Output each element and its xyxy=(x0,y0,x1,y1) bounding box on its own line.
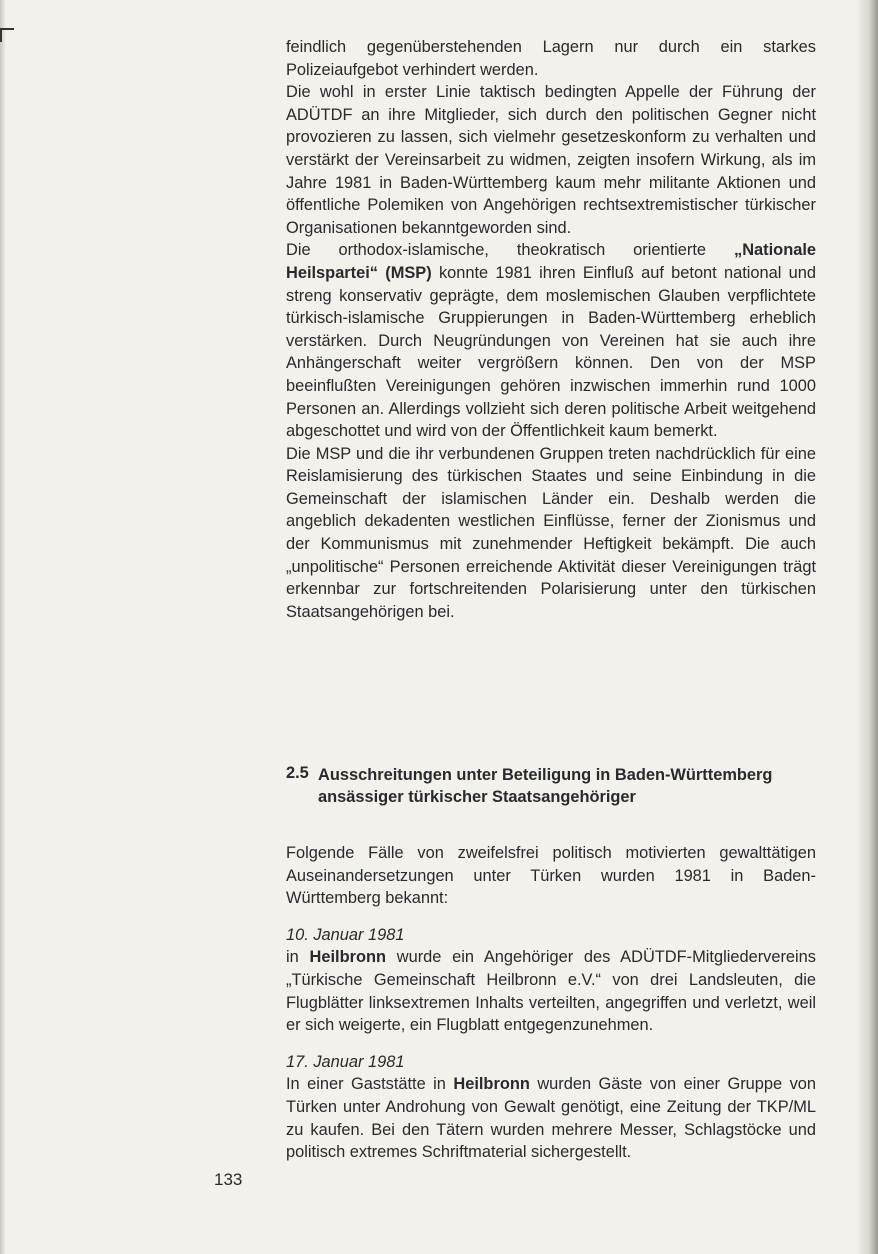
main-text-column xyxy=(286,36,816,623)
paragraph-2: Die wohl in erster Linie taktisch bedingten Appelle der Führung der ADÜTDF an ihre Mitglieder, sich durch den politischen Gegner nicht provozieren zu lassen, sich vielmehr gesetzeskonform zu verhalten und verstärkt der Vereinsarbeit zu widmen, zeigten insofern Wirkung, als im Jahre 1981 in Baden-Württemberg kaum mehr militante Aktionen und öffentliche Polemiken von Angehörigen rechtsextremistischer türkischer Organisationen bekanntgeworden sind. xyxy=(286,83,816,237)
paragraph-3-pre: Die orthodox-islamische, theokratisch orientierte xyxy=(286,241,735,260)
entry-1-place: Heilbronn xyxy=(309,948,387,967)
entry-1-text xyxy=(286,946,816,1036)
paragraph-1: feindlich gegenüberstehenden Lagern nur durch ein starkes Polizeiaufgebot verhindert werden. xyxy=(286,38,816,79)
paragraph-3-post: konnte 1981 ihren Einfluß auf betont national und streng konservativ geprägte, dem moslemischen Glauben verpflichtete türkisch-islamische Gruppierungen in Baden-Württemberg erheblich verstärken. Durch Neugründungen von Vereinen hat sie auch ihre Anhängerschaft weiter vergrößern können. Den von der MSP beeinflußten Vereinigungen gehören inzwischen immerhin rund 1000 Personen an. Allerdings vollzieht sich deren politische Arbeit weitgehend abgeschottet und wird von der Öffentlichkeit kaum bemerkt. xyxy=(286,263,816,441)
entry-2-pre: In einer Gaststätte in xyxy=(286,1075,454,1094)
incident-list xyxy=(286,842,816,1164)
intro-paragraph: Folgende Fälle von zweifelsfrei politisch motivierten gewalttätigen Auseinandersetzungen unter Türken wurden 1981 in Baden-Württemberg bekannt: xyxy=(286,844,816,908)
section-heading xyxy=(286,764,816,808)
paragraph-3 xyxy=(286,239,816,442)
entry-2-place: Heilbronn xyxy=(453,1075,530,1094)
entry-1-pre: in xyxy=(286,948,310,967)
crop-mark xyxy=(0,28,14,30)
entry-2-text xyxy=(286,1073,816,1163)
section-title: Ausschreitungen unter Beteiligung in Baden-Württemberg ansässiger türkischer Staatsangehöriger xyxy=(318,766,773,806)
party-name: „Nationale Heilspartei“ (MSP) xyxy=(286,241,816,282)
page-number: 133 xyxy=(214,1170,243,1189)
entry-1-date: 10. Januar 1981 xyxy=(286,925,405,944)
entry-2-post: wurden Gäste von einer Gruppe von Türken unter Androhung von Gewalt genötigt, eine Zeitung der TKP/ML zu kaufen. Bei den Tätern wurden mehrere Messer, Schlagstöcke und politisch extremes Schriftmaterial sichergestellt. xyxy=(286,1075,817,1162)
entry-1-post: wurde ein Angehöriger des ADÜTDF-Mitgliedervereins „Türkische Gemeinschaft Heilbronn e.V.“ von drei Landsleuten, die Flugblätter linksextremen Inhalts verteilten, angegriffen und verletzt, weil er sich weigerte, ein Flugblatt entgegenzunehmen. xyxy=(286,948,816,1035)
crop-mark-vertical xyxy=(0,28,2,42)
paragraph-4: Die MSP und die ihr verbundenen Gruppen treten nachdrücklich für eine Reislamisierung des türkischen Staates und seine Einbindung in die Gemeinschaft der islamischen Länder ein. Deshalb werden die angeblich dekadenten westlichen Einflüsse, ferner der Zionismus und der Kommunismus mit zunehmender Heftigkeit bekämpft. Die auch „unpolitische“ Personen erreichende Aktivität dieser Vereinigungen trägt erkennbar zur fortschreitenden Polarisierung unter den türkischen Staatsangehörigen bei. xyxy=(286,444,816,621)
section-number: 2.5 xyxy=(286,764,309,782)
scan-edge-left xyxy=(0,0,6,1254)
entry-2-date: 17. Januar 1981 xyxy=(286,1052,405,1071)
scan-edge-right xyxy=(856,0,878,1254)
